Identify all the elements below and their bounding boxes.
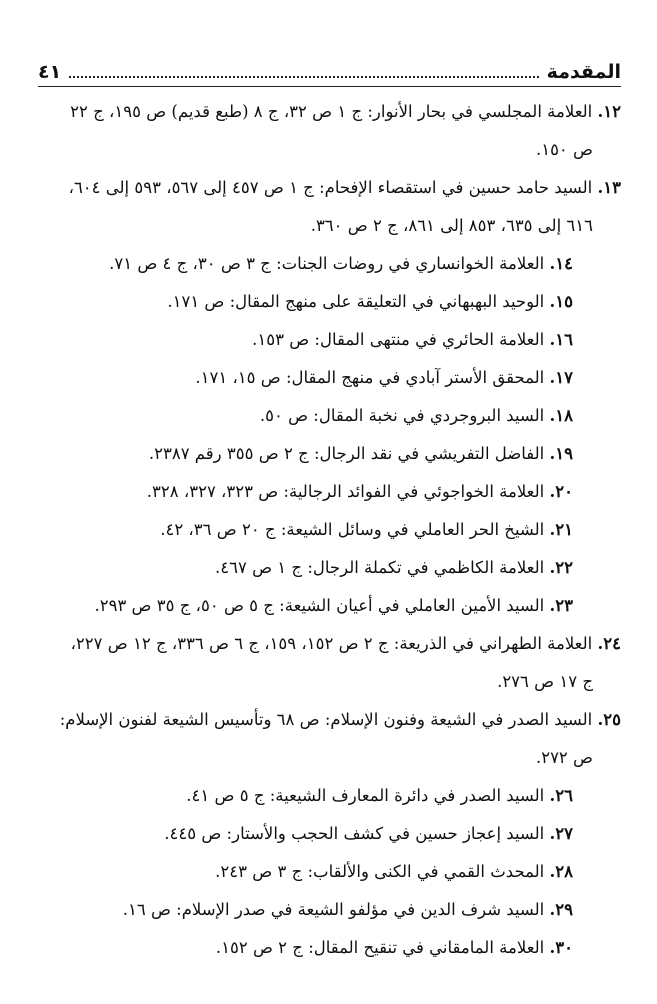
entry-text: السيد شرف الدين في مؤلفو الشيعة في صدر الإسلام: ص ١٦. bbox=[122, 900, 545, 919]
reference-entry bbox=[26, 587, 621, 625]
entry-text: السيد الصدر في دائرة المعارف الشيعية: ج ٥ ص ٤١. bbox=[186, 786, 545, 805]
reference-entry bbox=[26, 815, 621, 853]
entry-text: الوحيد البهبهاني في التعليقة على منهج المقال: ص ١٧١. bbox=[167, 292, 545, 311]
entry-number: ١٤. bbox=[549, 254, 573, 273]
entry-text: المحدث القمي في الكنى والألقاب: ج ٣ ص ٢٤٣. bbox=[215, 862, 545, 881]
reference-entry bbox=[26, 511, 621, 549]
entry-number: ١٩. bbox=[549, 444, 573, 463]
entry-text: السيد البروجردي في نخبة المقال: ص ٥٠. bbox=[259, 406, 545, 425]
entry-text: السيد الأمين العاملي في أعيان الشيعة: ج ٥ ص ٥٠، ج ٣٥ ص ٢٩٣. bbox=[94, 596, 545, 615]
entry-number: ٢٢. bbox=[549, 558, 573, 577]
entry-number: ٢٤. bbox=[597, 634, 621, 653]
entry-number: ٢٣. bbox=[549, 596, 573, 615]
reference-entry bbox=[26, 853, 621, 891]
reference-entry bbox=[26, 891, 621, 929]
header-rule bbox=[38, 86, 621, 87]
entry-text: العلامة الكاظمي في تكملة الرجال: ج ١ ص ٤٦٧. bbox=[215, 558, 545, 577]
header-dot-leader bbox=[69, 76, 538, 78]
entry-text: العلامة الحائري في منتهى المقال: ص ١٥٣. bbox=[252, 330, 545, 349]
reference-entry bbox=[26, 93, 621, 169]
reference-list bbox=[26, 93, 621, 967]
reference-entry bbox=[26, 701, 621, 777]
reference-entry bbox=[26, 435, 621, 473]
reference-entry bbox=[26, 169, 621, 245]
entry-text: السيد الصدر في الشيعة وفنون الإسلام: ص ٦٨ وتأسيس الشيعة لفنون الإسلام: bbox=[59, 710, 593, 729]
entry-number: ١٨. bbox=[549, 406, 573, 425]
entry-text: العلامة المجلسي في بحار الأنوار: ج ١ ص ٣٢، ج ٨ (طبع قديم) ص ١٩٥، ج ٢٢ bbox=[70, 102, 593, 121]
entry-text: المحقق الأستر آبادي في منهج المقال: ص ١٥، ١٧١. bbox=[195, 368, 545, 387]
reference-entry bbox=[26, 549, 621, 587]
entry-number: ٢٩. bbox=[549, 900, 573, 919]
reference-entry bbox=[26, 283, 621, 321]
entry-text: العلامة الطهراني في الذريعة: ج ٢ ص ١٥٢، ١٥٩، ج ٦ ص ٣٣٦، ج ١٢ ص ٢٢٧، bbox=[70, 634, 593, 653]
page-number: ٤١ bbox=[38, 61, 62, 83]
entry-number: ١٢. bbox=[597, 102, 621, 121]
entry-text: السيد حامد حسين في استقصاء الإفحام: ج ١ ص ٤٥٧ إلى ٥٦٧، ٥٩٣ إلى ٦٠٤، bbox=[68, 178, 593, 197]
entry-number: ٣٠. bbox=[549, 938, 573, 957]
entry-continuation: ج ١٧ ص ٢٧٦. bbox=[497, 672, 593, 691]
reference-entry bbox=[26, 359, 621, 397]
reference-entry bbox=[26, 245, 621, 283]
entry-text: العلامة الخواجوئي في الفوائد الرجالية: ص ٣٢٣، ٣٢٧، ٣٢٨. bbox=[146, 482, 545, 501]
entry-number: ١٥. bbox=[549, 292, 573, 311]
entry-number: ١٧. bbox=[549, 368, 573, 387]
entry-number: ١٦. bbox=[549, 330, 573, 349]
entry-number: ٢٦. bbox=[549, 786, 573, 805]
reference-entry bbox=[26, 929, 621, 967]
entry-text: العلامة الخوانساري في روضات الجنات: ج ٣ ص ٣٠، ج ٤ ص ٧١. bbox=[109, 254, 545, 273]
reference-entry bbox=[26, 397, 621, 435]
entry-number: ٢٨. bbox=[549, 862, 573, 881]
reference-entry bbox=[26, 777, 621, 815]
entry-number: ٢٥. bbox=[597, 710, 621, 729]
entry-text: الشيخ الحر العاملي في وسائل الشيعة: ج ٢٠ ص ٣٦، ٤٢. bbox=[160, 520, 545, 539]
entry-continuation: ص ٢٧٢. bbox=[535, 748, 593, 767]
entry-continuation: ٦١٦ إلى ٦٣٥، ٨٥٣ إلى ٨٦١، ج ٢ ص ٣٦٠. bbox=[310, 216, 593, 235]
reference-entry bbox=[26, 473, 621, 511]
entry-number: ١٣. bbox=[597, 178, 621, 197]
entry-text: السيد إعجاز حسين في كشف الحجب والأستار: ص ٤٤٥. bbox=[164, 824, 545, 843]
entry-text: العلامة المامقاني في تنقيح المقال: ج ٢ ص ١٥٢. bbox=[215, 938, 545, 957]
header-title: المقدمة bbox=[546, 61, 621, 83]
reference-entry bbox=[26, 625, 621, 701]
entry-number: ٢٠. bbox=[549, 482, 573, 501]
running-header bbox=[38, 52, 621, 82]
entry-number: ٢١. bbox=[549, 520, 573, 539]
entry-continuation: ص ١٥٠. bbox=[535, 140, 593, 159]
entry-number: ٢٧. bbox=[549, 824, 573, 843]
reference-entry bbox=[26, 321, 621, 359]
entry-text: الفاضل التفريشي في نقد الرجال: ج ٢ ص ٣٥٥ رقم ٢٣٨٧. bbox=[148, 444, 545, 463]
